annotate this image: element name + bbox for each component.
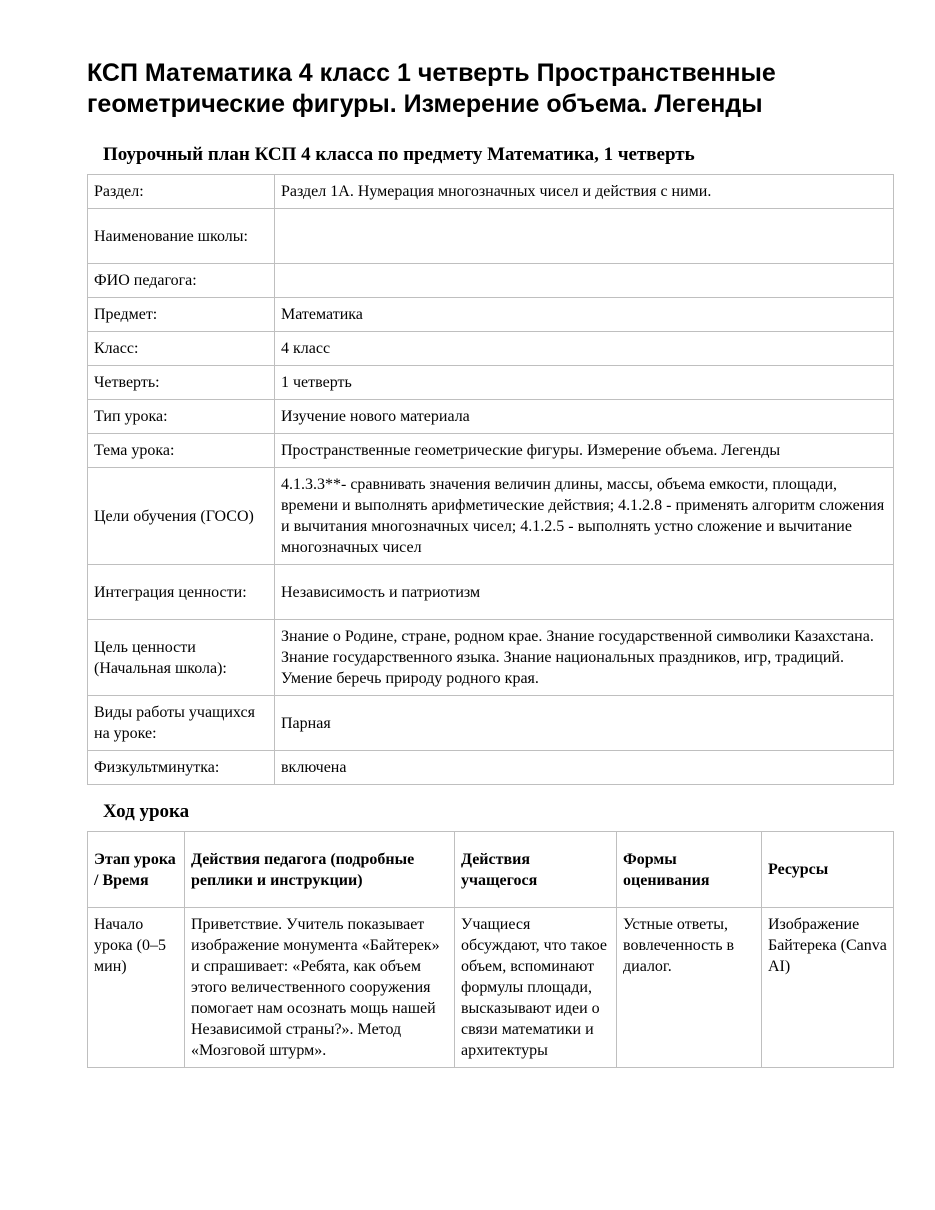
header-teacher-actions: Действия педагога (подробные реплики и инструкции) (185, 832, 455, 908)
info-value: Раздел 1А. Нумерация многозначных чисел и действия с ними. (275, 175, 894, 209)
info-label: Виды работы учащихся на уроке: (88, 696, 275, 751)
info-value (275, 209, 894, 264)
info-value: Изучение нового материала (275, 400, 894, 434)
info-row (88, 620, 894, 696)
cell-assessment: Устные ответы, вовлеченность в диалог. (617, 908, 762, 1068)
info-row (88, 366, 894, 400)
info-value: Пространственные геометрические фигуры. Измерение объема. Легенды (275, 434, 894, 468)
info-value: Независимость и патриотизм (275, 565, 894, 620)
cell-student-actions: Учащиеся обсуждают, что такое объем, вспоминают формулы площади, высказывают идеи о связи математики и архитектуры (455, 908, 617, 1068)
cell-resources: Изображение Байтерека (Canva AI) (762, 908, 894, 1068)
header-stage: Этап урока / Время (88, 832, 185, 908)
lesson-flow-table (87, 831, 894, 1068)
header-resources: Ресурсы (762, 832, 894, 908)
info-value: 4.1.3.3**- сравнивать значения величин длины, массы, объема емкости, площади, времени и выполнять арифметические действия; 4.1.2.8 - применять алгоритм сложения и вычитания многозначных чисел; 4.1.2.5 - выполнять устно сложение и вычитание многозначных чисел (275, 468, 894, 565)
info-label: Предмет: (88, 298, 275, 332)
info-label: Четверть: (88, 366, 275, 400)
info-label: Физкультминутка: (88, 751, 275, 785)
info-row (88, 175, 894, 209)
cell-stage: Начало урока (0–5 мин) (88, 908, 185, 1068)
lesson-heading: Ход урока (103, 801, 190, 822)
plan-heading: Поурочный план КСП 4 класса по предмету Математика, 1 четверть (103, 144, 695, 165)
info-label: Тема урока: (88, 434, 275, 468)
info-label: Класс: (88, 332, 275, 366)
info-row (88, 565, 894, 620)
info-row (88, 209, 894, 264)
info-row (88, 400, 894, 434)
header-assessment: Формы оценивания (617, 832, 762, 908)
info-row (88, 468, 894, 565)
info-value: включена (275, 751, 894, 785)
info-label: Тип урока: (88, 400, 275, 434)
info-label: Раздел: (88, 175, 275, 209)
info-label: Цели обучения (ГОСО) (88, 468, 275, 565)
info-row (88, 434, 894, 468)
info-label: Интеграция ценности: (88, 565, 275, 620)
document-page (87, 58, 893, 1068)
info-value: Математика (275, 298, 894, 332)
info-value: Парная (275, 696, 894, 751)
cell-teacher-actions: Приветствие. Учитель показывает изображение монумента «Байтерек» и спрашивает: «Ребята, как объем этого величественного сооружения помогает нам осознать мощь нашей Независимой страны?». Метод «Мозговой штурм». (185, 908, 455, 1068)
info-row (88, 264, 894, 298)
lesson-info-table (87, 174, 894, 785)
info-label: Цель ценности (Начальная школа): (88, 620, 275, 696)
lesson-header-row (88, 832, 894, 908)
info-row (88, 332, 894, 366)
info-value (275, 264, 894, 298)
lesson-row (88, 908, 894, 1068)
info-row (88, 696, 894, 751)
info-label: ФИО педагога: (88, 264, 275, 298)
info-row (88, 751, 894, 785)
header-student-actions: Действия учащегося (455, 832, 617, 908)
document-title: КСП Математика 4 класс 1 четверть Пространственные геометрические фигуры. Измерение объема. Легенды (87, 59, 776, 118)
info-value: 1 четверть (275, 366, 894, 400)
info-label: Наименование школы: (88, 209, 275, 264)
info-value: 4 класс (275, 332, 894, 366)
info-value: Знание о Родине, стране, родном крае. Знание государственной символики Казахстана. Знание государственного языка. Знание национальных праздников, игр, традиций. Умение беречь природу родного края. (275, 620, 894, 696)
info-row (88, 298, 894, 332)
